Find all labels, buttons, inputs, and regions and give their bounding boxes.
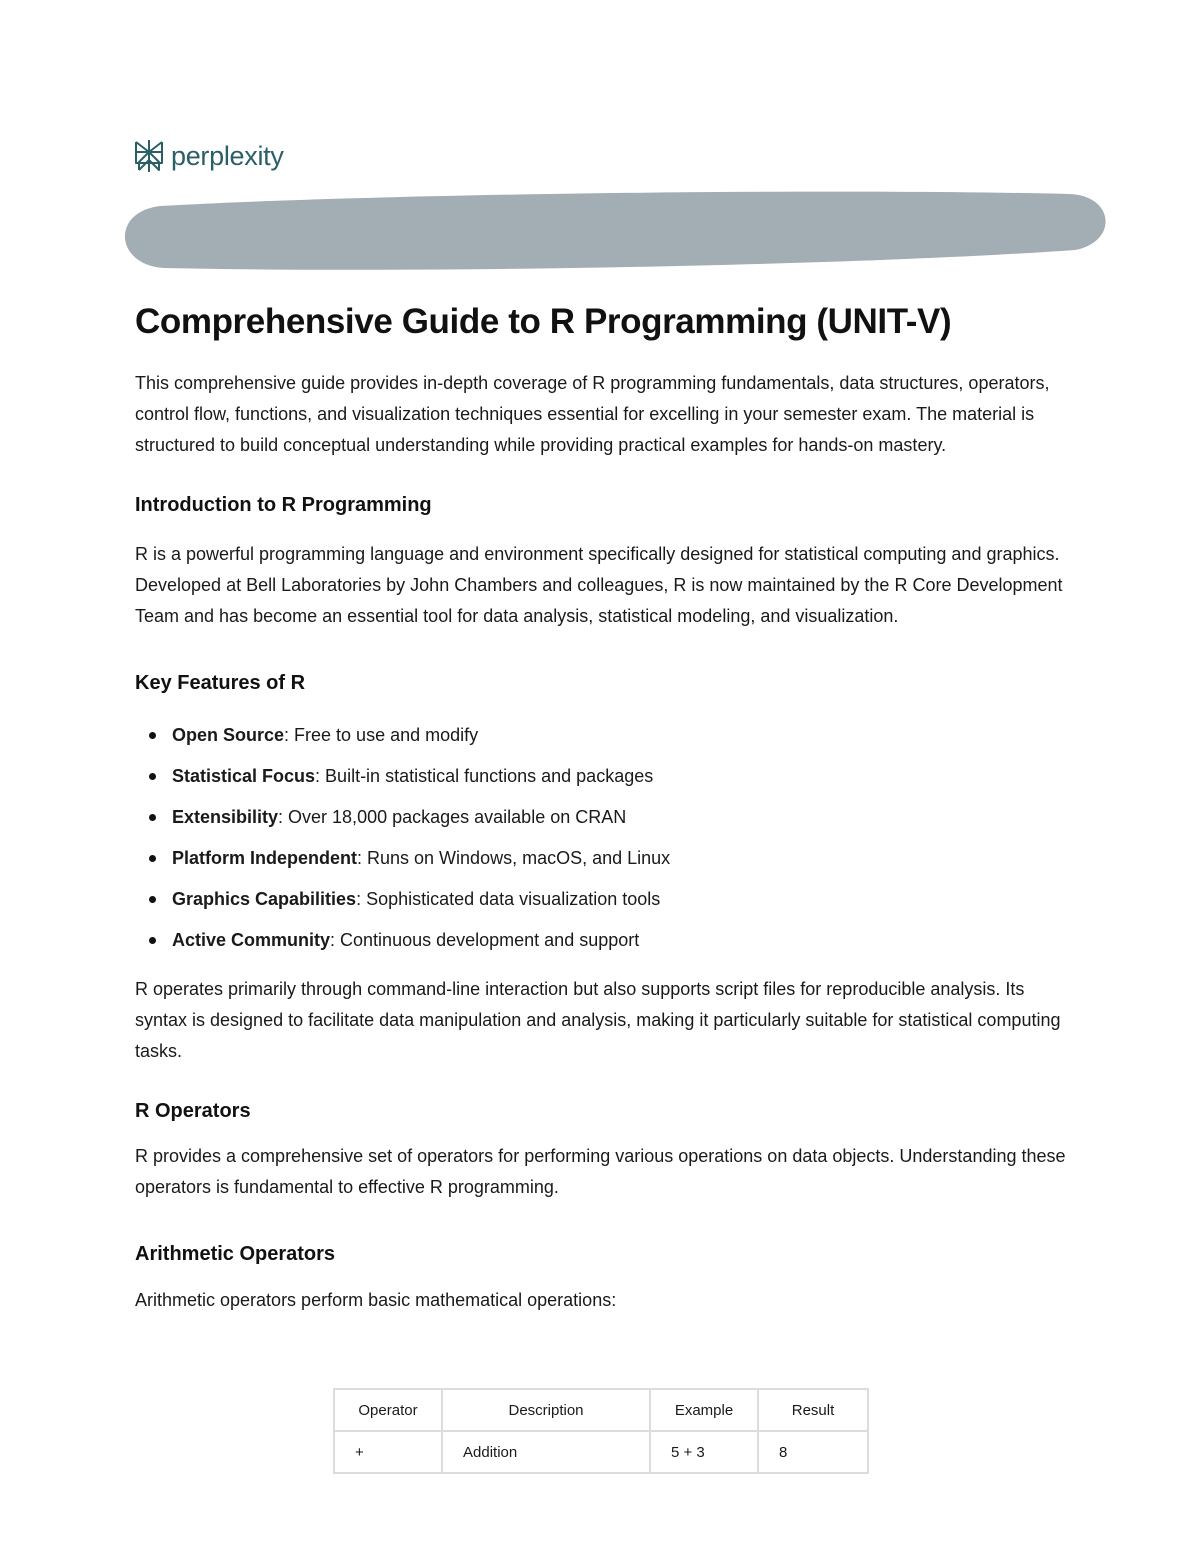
brand-name: perplexity xyxy=(171,140,284,171)
list-item xyxy=(135,797,1070,838)
perplexity-logo xyxy=(133,138,284,174)
document-title: Comprehensive Guide to R Programming (UNIT-V) xyxy=(135,302,952,341)
heading-key-features: Key Features of R xyxy=(135,672,306,694)
column-header: Operator xyxy=(334,1389,442,1431)
feature-term: Statistical Focus xyxy=(172,766,316,786)
heading-operators: R Operators xyxy=(135,1100,251,1122)
table-cell: 5 + 3 xyxy=(650,1431,758,1473)
feature-desc: : Continuous development and support xyxy=(330,930,640,950)
feature-term: Platform Independent xyxy=(172,848,358,868)
introduction-paragraph: R is a powerful programming language and environment specifically designed for statistical computing and graphics. Developed at Bell Laboratories by John Chambers and colleagues, R is now maintained by the R Core Development Team and has become an essential tool for data analysis, statistical modeling, and visualization. xyxy=(135,544,1063,626)
feature-term: Active Community xyxy=(172,930,331,950)
operators-paragraph: R provides a comprehensive set of operators for performing various operations on data objects. Understanding these operators is fundamental to effective R programming. xyxy=(135,1146,1066,1197)
table-row xyxy=(334,1431,868,1473)
list-item xyxy=(135,715,1070,756)
redaction-mark xyxy=(120,190,1110,270)
heading-arithmetic-operators: Arithmetic Operators xyxy=(135,1243,336,1265)
document-body xyxy=(135,302,1070,1316)
arithmetic-paragraph: Arithmetic operators perform basic mathematical operations: xyxy=(135,1290,617,1310)
heading-introduction: Introduction to R Programming xyxy=(135,494,432,516)
feature-desc: : Free to use and modify xyxy=(284,725,479,745)
feature-term: Graphics Capabilities xyxy=(172,889,357,909)
column-header: Description xyxy=(442,1389,650,1431)
intro-paragraph: This comprehensive guide provides in-depth coverage of R programming fundamentals, data structures, operators, control flow, functions, and visualization techniques essential for excelling in your semester exam. The material is structured to build conceptual understanding while providing practical examples for hands-on mastery. xyxy=(135,373,1050,455)
column-header: Example xyxy=(650,1389,758,1431)
feature-term: Extensibility xyxy=(172,807,279,827)
table-header-row xyxy=(334,1389,868,1431)
list-item xyxy=(135,879,1070,920)
column-header: Result xyxy=(758,1389,868,1431)
feature-desc: : Sophisticated data visualization tools xyxy=(356,889,661,909)
feature-desc: : Over 18,000 packages available on CRAN xyxy=(278,807,627,827)
feature-desc: : Built-in statistical functions and packages xyxy=(315,766,654,786)
list-item xyxy=(135,920,1070,961)
list-item xyxy=(135,838,1070,879)
perplexity-logo-icon xyxy=(133,138,165,174)
list-item xyxy=(135,756,1070,797)
arithmetic-operators-table xyxy=(333,1388,869,1474)
table-cell: + xyxy=(334,1431,442,1473)
feature-desc: : Runs on Windows, macOS, and Linux xyxy=(357,848,671,868)
feature-term: Open Source xyxy=(172,725,285,745)
table-cell: 8 xyxy=(758,1431,868,1473)
features-followup-paragraph: R operates primarily through command-line interaction but also supports script files for reproducible analysis. Its syntax is designed to facilitate data manipulation and analysis, making it particularly suitable for statistical computing tasks. xyxy=(135,979,1061,1061)
features-list xyxy=(135,715,1070,961)
table-cell: Addition xyxy=(442,1431,650,1473)
